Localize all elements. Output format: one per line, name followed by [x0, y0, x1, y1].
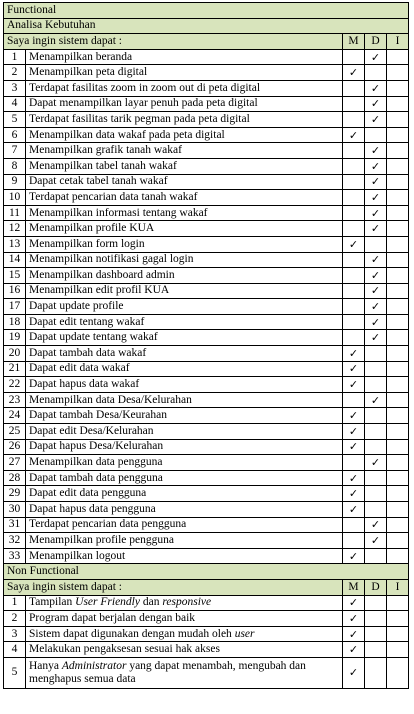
- requirement-text: Dapat edit tentang wakaf: [26, 314, 343, 330]
- row-number: 1: [4, 595, 26, 611]
- check-d: ✓: [364, 221, 386, 237]
- analysis-subtitle-row: [4, 18, 409, 34]
- requirement-text: Dapat hapus Desa/Kelurahan: [26, 439, 343, 455]
- row-number: 3: [4, 80, 26, 96]
- row-number: 5: [4, 657, 26, 688]
- requirement-text: Dapat edit data pengguna: [26, 486, 343, 502]
- check-d: [364, 424, 386, 440]
- check-m: ✓: [342, 65, 364, 81]
- requirement-text: Menampilkan profile KUA: [26, 221, 343, 237]
- functional-row: [4, 392, 409, 408]
- non-functional-title: Non Functional: [4, 564, 409, 580]
- check-i: [386, 174, 408, 190]
- functional-row: [4, 314, 409, 330]
- check-m: [342, 455, 364, 471]
- check-i: [386, 127, 408, 143]
- check-m: ✓: [342, 595, 364, 611]
- row-number: 33: [4, 548, 26, 564]
- text-part: yang dapat menambah, mengubah dan menghapus semua data: [29, 659, 306, 685]
- requirement-text: [26, 642, 343, 658]
- check-d: [364, 361, 386, 377]
- non-functional-row: [4, 626, 409, 642]
- requirements-table-body: [4, 3, 409, 689]
- requirement-text: Menampilkan peta digital: [26, 65, 343, 81]
- check-m: [342, 112, 364, 128]
- check-d: ✓: [364, 268, 386, 284]
- functional-row: [4, 252, 409, 268]
- header-i: I: [386, 34, 408, 50]
- row-number: 1: [4, 49, 26, 65]
- requirement-text: Terdapat fasilitas tarik pegman pada peta digital: [26, 112, 343, 128]
- check-m: [342, 299, 364, 315]
- check-d: ✓: [364, 158, 386, 174]
- check-i: [386, 611, 408, 627]
- functional-row: [4, 112, 409, 128]
- check-d: [364, 486, 386, 502]
- functional-header-row: [4, 34, 409, 50]
- requirement-text: Menampilkan logout: [26, 548, 343, 564]
- check-i: [386, 455, 408, 471]
- functional-row: [4, 502, 409, 518]
- check-m: [342, 252, 364, 268]
- check-m: ✓: [342, 127, 364, 143]
- check-d: ✓: [364, 96, 386, 112]
- requirement-text: Dapat tambah data pengguna: [26, 470, 343, 486]
- check-m: [342, 392, 364, 408]
- functional-row: [4, 205, 409, 221]
- header-m: M: [342, 34, 364, 50]
- check-d: [364, 626, 386, 642]
- row-number: 19: [4, 330, 26, 346]
- check-m: [342, 174, 364, 190]
- check-m: ✓: [342, 361, 364, 377]
- row-number: 7: [4, 143, 26, 159]
- row-number: 8: [4, 158, 26, 174]
- check-i: [386, 548, 408, 564]
- functional-row: [4, 268, 409, 284]
- check-i: [386, 377, 408, 393]
- non-functional-row: [4, 657, 409, 688]
- check-d: ✓: [364, 299, 386, 315]
- check-i: [386, 158, 408, 174]
- functional-row: [4, 408, 409, 424]
- row-number: 4: [4, 642, 26, 658]
- row-number: 3: [4, 626, 26, 642]
- functional-row: [4, 455, 409, 471]
- row-number: 24: [4, 408, 26, 424]
- row-number: 5: [4, 112, 26, 128]
- header-d: D: [364, 34, 386, 50]
- row-number: 21: [4, 361, 26, 377]
- row-number: 32: [4, 533, 26, 549]
- check-i: [386, 642, 408, 658]
- check-d: [364, 439, 386, 455]
- functional-title-row: [4, 3, 409, 19]
- italic-term: User Friendly: [75, 596, 140, 609]
- check-i: [386, 299, 408, 315]
- check-i: [386, 533, 408, 549]
- requirement-text: Menampilkan dashboard admin: [26, 268, 343, 284]
- italic-term: responsive: [162, 596, 212, 609]
- row-number: 4: [4, 96, 26, 112]
- row-number: 26: [4, 439, 26, 455]
- nf-header-d: D: [364, 579, 386, 595]
- text-part: Program dapat berjalan dengan baik: [29, 611, 196, 624]
- check-i: [386, 80, 408, 96]
- check-i: [386, 236, 408, 252]
- functional-row: [4, 361, 409, 377]
- functional-row: [4, 548, 409, 564]
- requirements-sheet: [3, 2, 409, 689]
- non-functional-header-label: Saya ingin sistem dapat :: [4, 579, 343, 595]
- check-m: [342, 517, 364, 533]
- check-m: ✓: [342, 470, 364, 486]
- check-m: ✓: [342, 424, 364, 440]
- check-m: ✓: [342, 626, 364, 642]
- functional-row: [4, 49, 409, 65]
- requirement-text: Menampilkan data Desa/Kelurahan: [26, 392, 343, 408]
- check-i: [386, 517, 408, 533]
- check-m: ✓: [342, 377, 364, 393]
- check-d: ✓: [364, 455, 386, 471]
- requirement-text: Menampilkan tabel tanah wakaf: [26, 158, 343, 174]
- italic-term: user: [234, 627, 255, 640]
- functional-row: [4, 80, 409, 96]
- requirement-text: Dapat edit Desa/Kelurahan: [26, 424, 343, 440]
- functional-row: [4, 299, 409, 315]
- row-number: 27: [4, 455, 26, 471]
- check-d: ✓: [364, 143, 386, 159]
- requirement-text: [26, 657, 343, 688]
- check-d: ✓: [364, 517, 386, 533]
- requirement-text: Dapat cetak tabel tanah wakaf: [26, 174, 343, 190]
- requirement-text: Menampilkan data wakaf pada peta digital: [26, 127, 343, 143]
- row-number: 29: [4, 486, 26, 502]
- requirement-text: Menampilkan informasi tentang wakaf: [26, 205, 343, 221]
- check-d: ✓: [364, 49, 386, 65]
- check-d: [364, 127, 386, 143]
- check-i: [386, 268, 408, 284]
- functional-row: [4, 486, 409, 502]
- check-m: [342, 533, 364, 549]
- check-m: ✓: [342, 486, 364, 502]
- check-i: [386, 283, 408, 299]
- nf-header-m: M: [342, 579, 364, 595]
- functional-row: [4, 517, 409, 533]
- check-d: ✓: [364, 174, 386, 190]
- requirement-text: [26, 626, 343, 642]
- check-i: [386, 626, 408, 642]
- check-m: ✓: [342, 548, 364, 564]
- check-m: [342, 158, 364, 174]
- check-m: ✓: [342, 611, 364, 627]
- italic-term: Administrator: [61, 659, 127, 672]
- requirement-text: Dapat update tentang wakaf: [26, 330, 343, 346]
- row-number: 18: [4, 314, 26, 330]
- requirement-text: Menampilkan notifikasi gagal login: [26, 252, 343, 268]
- requirement-text: Terdapat fasilitas zoom in zoom out di peta digital: [26, 80, 343, 96]
- check-d: [364, 470, 386, 486]
- check-d: [364, 377, 386, 393]
- check-i: [386, 96, 408, 112]
- check-d: [364, 236, 386, 252]
- check-m: ✓: [342, 502, 364, 518]
- requirement-text: Dapat hapus data wakaf: [26, 377, 343, 393]
- requirement-text: Menampilkan form login: [26, 236, 343, 252]
- check-m: [342, 221, 364, 237]
- check-i: [386, 424, 408, 440]
- check-d: ✓: [364, 330, 386, 346]
- row-number: 28: [4, 470, 26, 486]
- functional-row: [4, 533, 409, 549]
- row-number: 2: [4, 611, 26, 627]
- check-i: [386, 205, 408, 221]
- functional-row: [4, 424, 409, 440]
- check-i: [386, 470, 408, 486]
- functional-row: [4, 174, 409, 190]
- requirement-text: Dapat tambah Desa/Keurahan: [26, 408, 343, 424]
- row-number: 11: [4, 205, 26, 221]
- row-number: 16: [4, 283, 26, 299]
- row-number: 14: [4, 252, 26, 268]
- functional-title: Functional: [4, 3, 409, 19]
- check-m: [342, 268, 364, 284]
- row-number: 20: [4, 346, 26, 362]
- check-i: [386, 361, 408, 377]
- requirement-text: [26, 611, 343, 627]
- functional-row: [4, 330, 409, 346]
- check-m: ✓: [342, 346, 364, 362]
- check-i: [386, 595, 408, 611]
- check-m: ✓: [342, 642, 364, 658]
- row-number: 30: [4, 502, 26, 518]
- functional-row: [4, 346, 409, 362]
- functional-row: [4, 470, 409, 486]
- requirement-text: Dapat menampilkan layar penuh pada peta digital: [26, 96, 343, 112]
- text-part: Hanya: [29, 659, 62, 672]
- functional-header-label: Saya ingin sistem dapat :: [4, 34, 343, 50]
- requirement-text: Dapat tambah data wakaf: [26, 346, 343, 362]
- check-d: [364, 642, 386, 658]
- check-d: ✓: [364, 283, 386, 299]
- check-i: [386, 439, 408, 455]
- analysis-subtitle: Analisa Kebutuhan: [4, 18, 409, 34]
- row-number: 17: [4, 299, 26, 315]
- check-m: [342, 96, 364, 112]
- check-m: [342, 49, 364, 65]
- check-i: [386, 486, 408, 502]
- check-i: [386, 49, 408, 65]
- check-m: [342, 283, 364, 299]
- row-number: 2: [4, 65, 26, 81]
- functional-row: [4, 143, 409, 159]
- check-m: ✓: [342, 408, 364, 424]
- row-number: 22: [4, 377, 26, 393]
- functional-row: [4, 283, 409, 299]
- row-number: 6: [4, 127, 26, 143]
- row-number: 10: [4, 190, 26, 206]
- row-number: 31: [4, 517, 26, 533]
- functional-row: [4, 96, 409, 112]
- nf-header-i: I: [386, 579, 408, 595]
- check-m: ✓: [342, 439, 364, 455]
- non-functional-header-row: [4, 579, 409, 595]
- check-i: [386, 112, 408, 128]
- check-m: [342, 80, 364, 96]
- requirement-text: Menampilkan grafik tanah wakaf: [26, 143, 343, 159]
- requirement-text: Menampilkan profile pengguna: [26, 533, 343, 549]
- text-part: Melakukan pengaksesan sesuai hak akses: [29, 643, 220, 656]
- row-number: 23: [4, 392, 26, 408]
- requirement-text: Terdapat pencarian data pengguna: [26, 517, 343, 533]
- row-number: 9: [4, 174, 26, 190]
- check-m: [342, 205, 364, 221]
- functional-row: [4, 221, 409, 237]
- check-m: [342, 190, 364, 206]
- check-d: [364, 611, 386, 627]
- text-part: Tampilan: [29, 596, 76, 609]
- requirement-text: Dapat hapus data pengguna: [26, 502, 343, 518]
- check-i: [386, 252, 408, 268]
- check-d: ✓: [364, 314, 386, 330]
- check-d: [364, 65, 386, 81]
- check-d: ✓: [364, 112, 386, 128]
- check-d: ✓: [364, 533, 386, 549]
- non-functional-title-row: [4, 564, 409, 580]
- check-i: [386, 143, 408, 159]
- check-i: [386, 346, 408, 362]
- check-m: [342, 330, 364, 346]
- requirement-text: [26, 595, 343, 611]
- row-number: 25: [4, 424, 26, 440]
- check-d: ✓: [364, 392, 386, 408]
- check-i: [386, 65, 408, 81]
- non-functional-row: [4, 611, 409, 627]
- requirement-text: Dapat update profile: [26, 299, 343, 315]
- check-i: [386, 392, 408, 408]
- check-i: [386, 221, 408, 237]
- check-m: [342, 143, 364, 159]
- row-number: 15: [4, 268, 26, 284]
- check-m: ✓: [342, 657, 364, 688]
- check-i: [386, 408, 408, 424]
- check-i: [386, 502, 408, 518]
- check-d: [364, 595, 386, 611]
- non-functional-row: [4, 642, 409, 658]
- check-d: ✓: [364, 205, 386, 221]
- functional-row: [4, 158, 409, 174]
- check-i: [386, 190, 408, 206]
- functional-row: [4, 236, 409, 252]
- check-i: [386, 657, 408, 688]
- check-d: ✓: [364, 252, 386, 268]
- functional-row: [4, 377, 409, 393]
- requirement-text: Menampilkan data pengguna: [26, 455, 343, 471]
- requirements-table: [3, 2, 409, 689]
- text-part: dan: [139, 596, 163, 609]
- functional-row: [4, 439, 409, 455]
- check-d: [364, 548, 386, 564]
- non-functional-row: [4, 595, 409, 611]
- functional-row: [4, 190, 409, 206]
- requirement-text: Menampilkan edit profil KUA: [26, 283, 343, 299]
- check-d: [364, 346, 386, 362]
- check-d: ✓: [364, 80, 386, 96]
- check-m: ✓: [342, 236, 364, 252]
- check-d: [364, 657, 386, 688]
- check-d: [364, 408, 386, 424]
- check-d: ✓: [364, 190, 386, 206]
- requirement-text: Menampilkan beranda: [26, 49, 343, 65]
- functional-row: [4, 65, 409, 81]
- requirement-text: Dapat edit data wakaf: [26, 361, 343, 377]
- row-number: 13: [4, 236, 26, 252]
- check-m: [342, 314, 364, 330]
- text-part: Sistem dapat digunakan dengan mudah oleh: [29, 627, 235, 640]
- check-i: [386, 314, 408, 330]
- functional-row: [4, 127, 409, 143]
- row-number: 12: [4, 221, 26, 237]
- requirement-text: Terdapat pencarian data tanah wakaf: [26, 190, 343, 206]
- check-d: [364, 502, 386, 518]
- check-i: [386, 330, 408, 346]
